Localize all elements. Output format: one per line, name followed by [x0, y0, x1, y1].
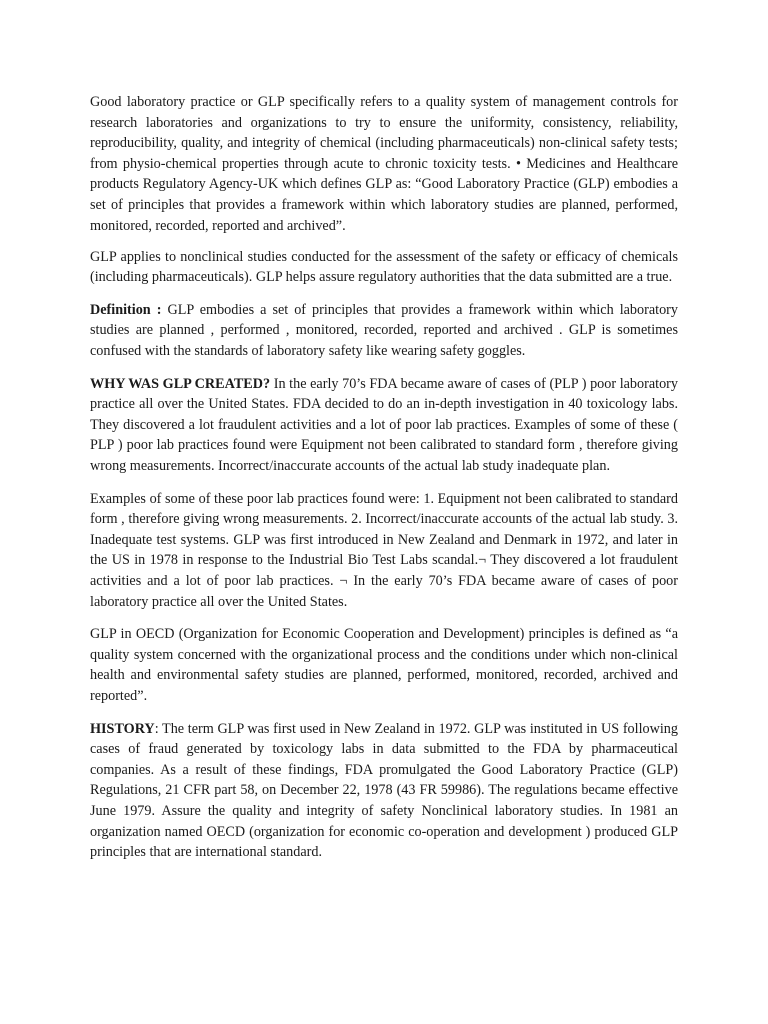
paragraph-definition — [90, 300, 678, 362]
definition-label: Definition : — [90, 301, 162, 318]
paragraph-glp-intro — [90, 92, 678, 236]
paragraph-poor-practices — [90, 489, 678, 613]
document-page — [90, 92, 678, 873]
paragraph-text: GLP in OECD (Organization for Economic Cooperation and Development) principles is defined as “a quality system concerned with the organizational process and the conditions under which non-clinical health and environmental safety studies are planned, performed, monitored, recorded, archived and reported”. — [90, 626, 678, 704]
paragraph-text: Good laboratory practice or GLP specifically refers to a quality system of management controls for research laboratories and organizations to try to ensure the uniformity, consistency, reliability, reproducibility, quality, and integrity of chemical (including pharmaceuticals) non-clinical safety tests; from physio-chemical properties through acute to chronic toxicity tests. • Medicines and Healthcare products Regulatory Agency-UK which defines GLP as: “Good Laboratory Practice (GLP) embodies a set of principles that provides a framework within which laboratory studies are planned, performed, monitored, recorded, reported and archived”. — [90, 94, 678, 234]
history-label: HISTORY — [90, 720, 155, 737]
paragraph-oecd — [90, 624, 678, 706]
paragraph-text: In the early 70’s FDA became aware of cases of (PLP ) poor laboratory practice all over the United States. FDA decided to do an in-depth investigation in 40 toxicology labs. They discovered a lot fraudulent activities and a lot of poor lab practices. Examples of some of these ( PLP ) poor lab practices found were Equipment not been calibrated to standard form , therefore giving wrong measurements. Incorrect/inaccurate accounts of the actual lab study inadequate plan. — [90, 375, 679, 474]
paragraph-glp-applies — [90, 247, 678, 288]
paragraph-text: GLP applies to nonclinical studies conducted for the assessment of the safety or efficacy of chemicals (including pharmaceuticals). GLP helps assure regulatory authorities that the data submitted are a true. — [90, 248, 678, 286]
paragraph-text: Examples of some of these poor lab practices found were: 1. Equipment not been calibrated to standard form , therefore giving wrong measurements. 2. Incorrect/inaccurate accounts of the actual lab study. 3. Inadequate test systems. GLP was first introduced in New Zealand and Denmark in 1972, and later in the US in 1978 in response to the Industrial Bio Test Labs scandal.¬ They discovered a lot fraudulent activities and a lot of poor lab practices. ¬ In the early 70’s FDA became aware of cases of poor laboratory practice all over the United States. — [90, 490, 678, 610]
paragraph-text: GLP embodies a set of principles that provides a framework within which laboratory studies are planned , performed , monitored, recorded, reported and archived . GLP is sometimes confused with the standards of laboratory safety like wearing safety goggles. — [90, 301, 678, 360]
paragraph-why-created — [90, 374, 678, 477]
paragraph-text: : The term GLP was first used in New Zealand in 1972. GLP was instituted in US following cases of fraud generated by toxicology labs in data submitted to the FDA by pharmaceutical companies. As a result of these findings, FDA promulgated the Good Laboratory Practice (GLP) Regulations, 21 CFR part 58, on December 22, 1978 (43 FR 59986). The regulations became effective June 1979. Assure the quality and integrity of safety Nonclinical laboratory studies. In 1981 an organization named OECD (organization for economic co-operation and development ) produced GLP principles that are international standard. — [90, 720, 678, 861]
paragraph-history — [90, 719, 678, 863]
why-created-label: WHY WAS GLP CREATED? — [90, 375, 271, 392]
